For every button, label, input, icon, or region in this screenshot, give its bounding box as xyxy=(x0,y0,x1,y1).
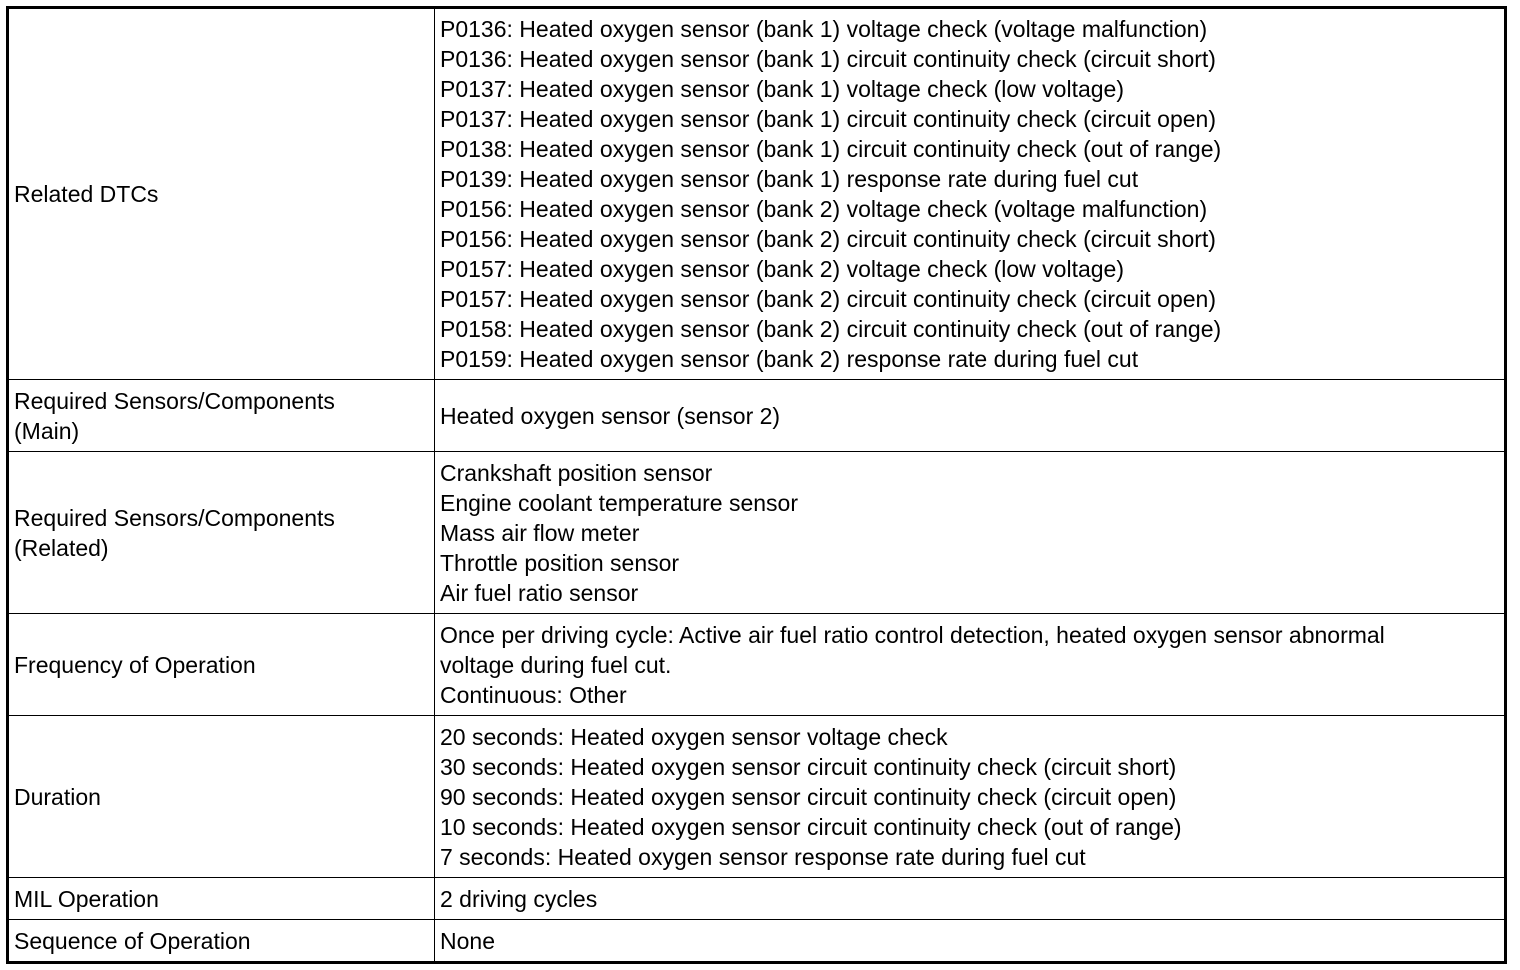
row-value-required-sensors-main xyxy=(435,380,1506,452)
row-value-duration xyxy=(435,716,1506,878)
dtc-line: P0137: Heated oxygen sensor (bank 1) voltage check (low voltage) xyxy=(440,76,1125,102)
monitor-spec-table xyxy=(6,6,1507,964)
frequency-line: Once per driving cycle: Active air fuel ratio control detection, heated oxygen sensor abnormal xyxy=(440,621,1385,648)
sensor-line: Crankshaft position sensor xyxy=(440,459,713,486)
label-line: (Main) xyxy=(14,417,80,444)
sensor-line: Engine coolant temperature sensor xyxy=(440,489,798,516)
sensor-line: Air fuel ratio sensor xyxy=(440,579,639,606)
row-label-frequency-of-operation xyxy=(8,614,435,716)
sensor-line: Mass air flow meter xyxy=(440,519,640,546)
sensor-line: Heated oxygen sensor (sensor 2) xyxy=(440,402,781,429)
row-duration xyxy=(8,716,1506,878)
dtc-line: P0139: Heated oxygen sensor (bank 1) response rate during fuel cut xyxy=(440,166,1139,192)
label-line: Required Sensors/Components xyxy=(14,504,335,531)
dtc-line: P0156: Heated oxygen sensor (bank 2) circuit continuity check (circuit short) xyxy=(440,226,1216,252)
row-value-mil-operation xyxy=(435,878,1506,920)
row-label-required-sensors-related xyxy=(8,452,435,614)
duration-line: 7 seconds: Heated oxygen sensor response rate during fuel cut xyxy=(440,843,1086,870)
sequence-line: None xyxy=(440,927,495,954)
label-line: Required Sensors/Components xyxy=(14,387,335,414)
row-label-sequence-of-operation xyxy=(8,920,435,963)
dtc-line: P0136: Heated oxygen sensor (bank 1) circuit continuity check (circuit short) xyxy=(440,46,1216,72)
label-line: (Related) xyxy=(14,534,109,561)
label-text: Frequency of Operation xyxy=(14,651,256,678)
row-label-related-dtcs xyxy=(8,8,435,380)
label-text: Related DTCs xyxy=(14,181,159,207)
row-required-sensors-related xyxy=(8,452,1506,614)
dtc-line: P0157: Heated oxygen sensor (bank 2) voltage check (low voltage) xyxy=(440,256,1125,282)
row-label-mil-operation xyxy=(8,878,435,920)
label-text: Sequence of Operation xyxy=(14,927,251,954)
row-value-required-sensors-related xyxy=(435,452,1506,614)
row-label-duration xyxy=(8,716,435,878)
mil-line: 2 driving cycles xyxy=(440,885,598,912)
dtc-line: P0136: Heated oxygen sensor (bank 1) voltage check (voltage malfunction) xyxy=(440,16,1208,42)
row-mil-operation xyxy=(8,878,1506,920)
frequency-line: voltage during fuel cut. xyxy=(440,651,672,678)
dtc-line: P0158: Heated oxygen sensor (bank 2) circuit continuity check (out of range) xyxy=(440,316,1222,342)
row-required-sensors-main xyxy=(8,380,1506,452)
duration-line: 10 seconds: Heated oxygen sensor circuit continuity check (out of range) xyxy=(440,813,1182,840)
row-related-dtcs xyxy=(8,8,1506,380)
row-value-sequence-of-operation xyxy=(435,920,1506,963)
frequency-line: Continuous: Other xyxy=(440,681,627,708)
row-frequency-of-operation xyxy=(8,614,1506,716)
duration-line: 30 seconds: Heated oxygen sensor circuit continuity check (circuit short) xyxy=(440,753,1177,780)
dtc-line: P0156: Heated oxygen sensor (bank 2) voltage check (voltage malfunction) xyxy=(440,196,1208,222)
dtc-line: P0138: Heated oxygen sensor (bank 1) circuit continuity check (out of range) xyxy=(440,136,1222,162)
dtc-line: P0137: Heated oxygen sensor (bank 1) circuit continuity check (circuit open) xyxy=(440,106,1217,132)
label-text: MIL Operation xyxy=(14,885,159,912)
dtc-line: P0159: Heated oxygen sensor (bank 2) response rate during fuel cut xyxy=(440,346,1139,372)
duration-line: 20 seconds: Heated oxygen sensor voltage check xyxy=(440,723,948,750)
row-value-frequency-of-operation xyxy=(435,614,1506,716)
sensor-line: Throttle position sensor xyxy=(440,549,680,576)
duration-line: 90 seconds: Heated oxygen sensor circuit continuity check (circuit open) xyxy=(440,783,1177,810)
dtc-line: P0157: Heated oxygen sensor (bank 2) circuit continuity check (circuit open) xyxy=(440,286,1217,312)
row-value-related-dtcs xyxy=(435,8,1506,380)
row-sequence-of-operation xyxy=(8,920,1506,963)
label-text: Duration xyxy=(14,783,101,810)
row-label-required-sensors-main xyxy=(8,380,435,452)
